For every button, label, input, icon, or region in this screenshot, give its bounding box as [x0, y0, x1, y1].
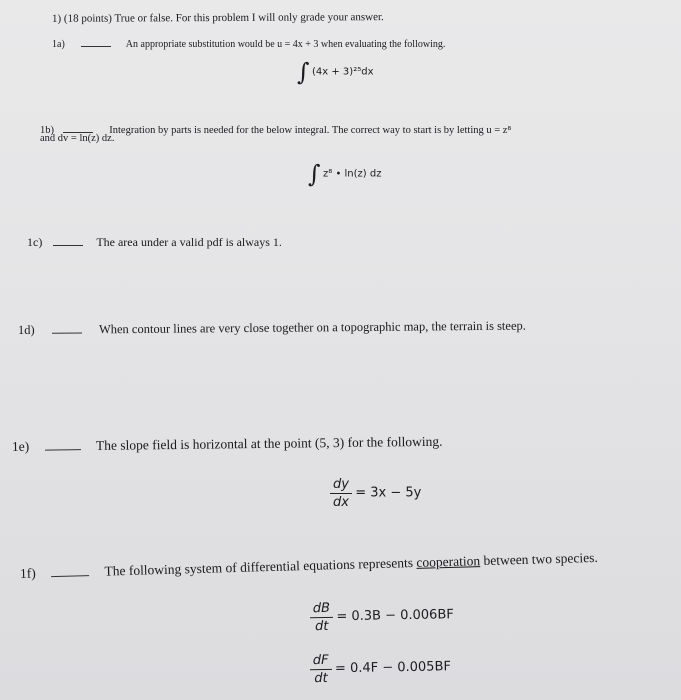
equation-1e — [330, 477, 421, 510]
question-statement: An appropriate substitution would be u = 4x + 3 when evaluating the following. — [125, 39, 446, 50]
question-statement: The slope field is horizontal at the point (5, 3) for the following. — [95, 433, 443, 453]
question-statement — [104, 550, 598, 579]
answer-blank-1f[interactable] — [51, 563, 89, 577]
fraction-denominator: dt — [314, 618, 329, 635]
fraction-denominator: dt — [314, 670, 328, 687]
question-1d — [18, 317, 526, 338]
fraction-denominator: dx — [333, 495, 349, 510]
equation-rhs: = 0.3B − 0.006BF — [336, 607, 454, 625]
answer-blank-1b[interactable] — [63, 120, 93, 133]
derivative-fraction — [330, 477, 352, 510]
question-statement-continued: and dv = ln(z) dz. — [40, 133, 115, 144]
question-statement: When contour lines are very close together on a topographic map, the terrain is steep. — [98, 318, 526, 337]
integral-sign-icon: ∫ — [297, 58, 310, 86]
question-1a — [52, 34, 445, 50]
derivative-fraction — [310, 653, 332, 686]
question-statement: Integration by parts is needed for the below integral. The correct way to start is by letting u = z⁸ — [109, 125, 512, 136]
question-label: 1d) — [17, 322, 35, 337]
derivative-fraction — [310, 601, 334, 634]
integral-expression: z⁸ • ln(z) dz — [323, 168, 382, 180]
fraction-numerator: dB — [310, 601, 333, 618]
equation-1f-second — [310, 651, 451, 686]
underlined-keyword: cooperation — [416, 553, 481, 570]
answer-blank-1a[interactable] — [81, 34, 111, 47]
question-1c — [27, 233, 282, 250]
question-statement: The area under a valid pdf is always 1. — [96, 235, 282, 249]
equation-rhs: = 3x − 5y — [355, 485, 422, 501]
question-label: 1b) — [40, 125, 54, 136]
problem-header-text: 1) (18 points) True or false. For this problem I will only grade your answer. — [51, 11, 384, 25]
answer-blank-1d[interactable] — [52, 320, 82, 333]
question-label: 1e) — [11, 438, 30, 454]
equation-rhs: = 0.4F − 0.005BF — [334, 659, 452, 677]
integral-1b — [308, 160, 381, 188]
statement-part: The following system of differential equations represents — [104, 555, 414, 579]
fraction-numerator: dF — [310, 653, 332, 670]
question-1f — [20, 549, 598, 582]
integral-1a — [297, 58, 373, 86]
question-1b-continued — [40, 133, 114, 144]
fraction-numerator: dy — [330, 477, 352, 494]
problem-header — [52, 11, 384, 25]
question-1e — [12, 433, 443, 455]
statement-part: between two species. — [483, 549, 598, 569]
answer-blank-1e[interactable] — [45, 437, 81, 450]
question-label: 1a) — [52, 39, 65, 50]
answer-blank-1c[interactable] — [53, 233, 83, 246]
question-label: 1c) — [27, 235, 43, 249]
integral-sign-icon: ∫ — [308, 160, 321, 188]
question-label: 1f) — [19, 565, 36, 581]
integral-expression: (4x + 3)²⁵dx — [312, 66, 374, 78]
equation-1f-first — [310, 599, 454, 635]
